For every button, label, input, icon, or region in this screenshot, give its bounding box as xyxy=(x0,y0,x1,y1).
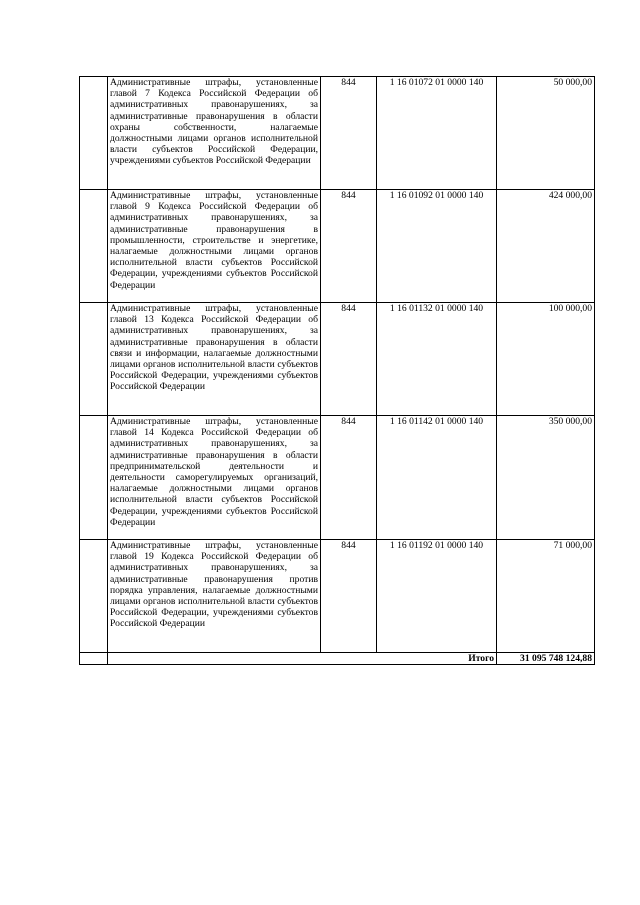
admin-code-cell: 844 xyxy=(321,540,377,653)
row-number-cell xyxy=(80,77,108,190)
revenue-table xyxy=(79,76,595,665)
admin-code-cell: 844 xyxy=(321,303,377,416)
admin-code-cell: 844 xyxy=(321,77,377,190)
total-empty-cell xyxy=(80,653,108,665)
row-number-cell xyxy=(80,303,108,416)
row-number-cell xyxy=(80,190,108,303)
amount-cell: 71 000,00 xyxy=(497,540,595,653)
kbk-code-cell: 1 16 01072 01 0000 140 xyxy=(377,77,497,190)
table-row xyxy=(80,416,595,540)
amount-cell: 50 000,00 xyxy=(497,77,595,190)
table-row xyxy=(80,77,595,190)
revenue-name-cell: Административные штрафы, установленные главой 9 Кодекса Российской Федерации об административных правонарушениях, за административные правонарушения в промышленности, строительстве и энергетике, налагаемые должностными лицами органов исполнительной власти субъектов Российской Федерации, учреждениями субъектов Российской Федерации xyxy=(108,190,321,303)
kbk-code-cell: 1 16 01192 01 0000 140 xyxy=(377,540,497,653)
revenue-name-cell: Административные штрафы, установленные главой 19 Кодекса Российской Федерации об административных правонарушениях, за административные правонарушения против порядка управления, налагаемые должностными лицами органов исполнительной власти субъектов Российской Федерации, учреждениями субъектов Российской Федерации xyxy=(108,540,321,653)
total-row xyxy=(80,653,595,665)
table-row xyxy=(80,190,595,303)
amount-cell: 424 000,00 xyxy=(497,190,595,303)
amount-cell: 100 000,00 xyxy=(497,303,595,416)
revenue-name-cell: Административные штрафы, установленные главой 14 Кодекса Российской Федерации об административных правонарушениях, за административные правонарушения в области предпринимательской деятельности и деятельности саморегулируемых организаций, налагаемые должностными лицами органов исполнительной власти субъектов Российской Федерации, учреждениями субъектов Российской Федерации xyxy=(108,416,321,540)
kbk-code-cell: 1 16 01132 01 0000 140 xyxy=(377,303,497,416)
kbk-code-cell: 1 16 01092 01 0000 140 xyxy=(377,190,497,303)
revenue-name-cell: Административные штрафы, установленные главой 7 Кодекса Российской Федерации об административных правонарушениях, за административные правонарушения в области охраны собственности, налагаемые должностными лицами органов исполнительной власти субъектов Российской Федерации, учреждениями субъектов Российской Федерации xyxy=(108,77,321,190)
revenue-name-cell: Административные штрафы, установленные главой 13 Кодекса Российской Федерации об административных правонарушениях, за административные правонарушения в области связи и информации, налагаемые должностными лицами органов исполнительной власти субъектов Российской Федерации, учреждениями субъектов Российской Федерации xyxy=(108,303,321,416)
admin-code-cell: 844 xyxy=(321,190,377,303)
amount-cell: 350 000,00 xyxy=(497,416,595,540)
total-amount: 31 095 748 124,88 xyxy=(497,653,595,665)
table-row xyxy=(80,540,595,653)
table-row xyxy=(80,303,595,416)
row-number-cell xyxy=(80,416,108,540)
row-number-cell xyxy=(80,540,108,653)
total-label: Итого xyxy=(108,653,497,665)
admin-code-cell: 844 xyxy=(321,416,377,540)
kbk-code-cell: 1 16 01142 01 0000 140 xyxy=(377,416,497,540)
